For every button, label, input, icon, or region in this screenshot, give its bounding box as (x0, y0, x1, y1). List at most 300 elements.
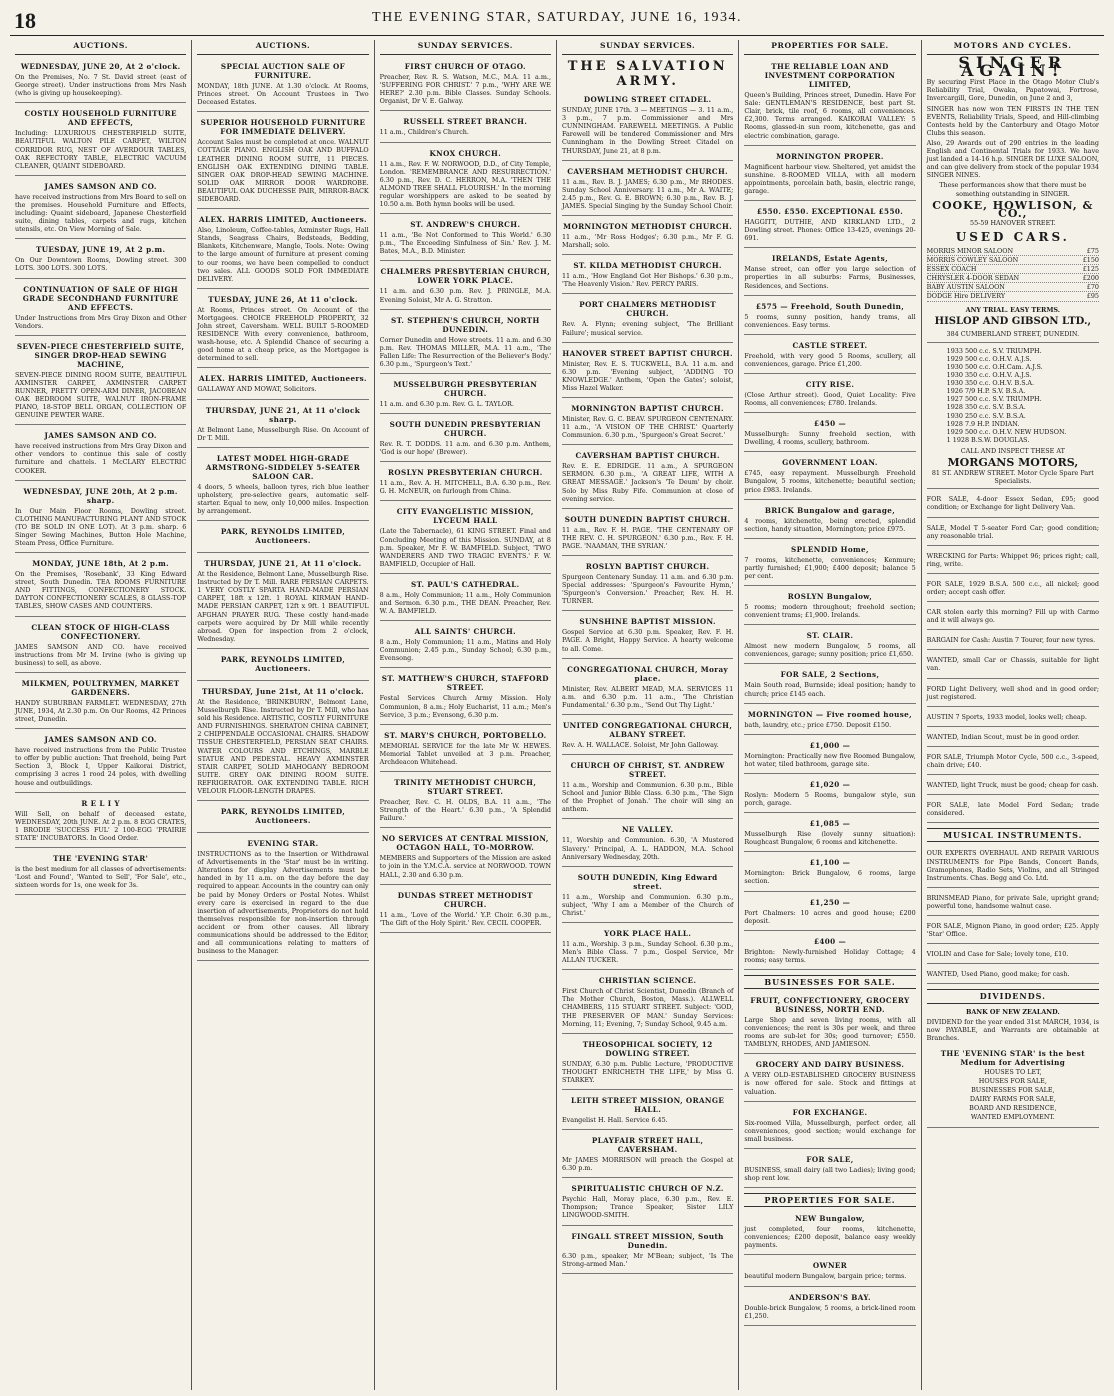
classified-ad (562, 219, 733, 255)
ad-body: Magnificent harbour view. Sheltered, yet amidst the sunshine. 8-ROOMED VILLA, with all modern appointments, porcelain bath, basin, electric range, garage. (744, 162, 916, 195)
classified-ad (562, 297, 733, 342)
classified-ad (562, 1229, 733, 1274)
page-number: 18 (14, 8, 36, 33)
car-price: £150 (1082, 256, 1099, 265)
motor-ad: WANTED, light Truck, must be good; cheap for cash. (927, 778, 1099, 795)
ad-body: 6.30 p.m., speaker, Mr M'Bean; subject, 'Is The Strong-armed Man.' (561, 1251, 734, 1268)
classified-ad (197, 292, 368, 369)
car-price: £125 (1082, 265, 1099, 274)
ad-heading: BRICK Bungalow and garage, (764, 505, 896, 515)
classified-ad (744, 251, 915, 295)
classified-ad (562, 1133, 733, 1178)
ad-body: On the Premises, No. 7 St. David street (east of George street). Under instructions from Mrs Nash (who is giving up housekeeping). (15, 73, 187, 98)
ad-body: Six-roomed Villa, Musselburgh, perfect order, all conveniences, good section; would exchange for small business. (744, 1118, 916, 1143)
classified-ad (15, 851, 186, 895)
classified-ad (562, 448, 733, 508)
dealer-name: COOKE, HOWLISON, & CO., (932, 198, 1094, 220)
ad-body: Account Sales must be completed at once. WALNUT COTTAGE PIANO. ENGLISH OAK AND BUFFALO LEATHER DINING ROOM SUITE, 11 PIECES. ENGLISH OAK EXTENDING DINING TABLE. SINGER OAK DROP-HEAD SEWING MACHINE. SOLID OAK MIRROR DOOR WARDROBE. BEAUTIFUL OAK DUCHESSE PAIR, MIRROR-BACK SIDEBOARD. (197, 138, 369, 204)
ad-heading: ST. MATTHEW'S CHURCH, STAFFORD STREET. (381, 674, 549, 693)
ad-heading: CASTLE STREET. (792, 340, 868, 350)
ad-body: At the Residence, Belmont Lane, Musselburgh Rise. Instructed by Dr T. Mill. RARE PERSIAN CARPETS. 1 VERY COSTLY SPARTA HAND-MADE PERSIAN CARPET, 18ft x 12ft. 1 ROYAL KIRMAN HAND-MADE PERSIAN CARPET, 12ft x 9ft. 1 BEAUTIFUL AFGHAN PRAYER RUG. These costly hand-made carpets were acquired by Dr Mill while recently abroad. Open for inspection from 2 o'clock, Wednesday. (197, 570, 369, 643)
classified-ad (562, 822, 733, 866)
ad-heading: £1,100 — (809, 858, 851, 868)
classified-ad (15, 556, 186, 616)
motor-ad: FOR SALE, Triumph Motor Cycle, 500 c.c., 3-speed, chain drive; £40. (927, 750, 1099, 775)
ad-heading: MORNINGTON METHODIST CHURCH. (563, 222, 733, 232)
ad-heading: WEDNESDAY, JUNE 20, At 2 o'clock. (20, 62, 181, 72)
ad-heading: ST. ANDREW'S CHURCH. (410, 220, 521, 230)
ad-body: 11 a.m., Worship and Communion. 6.30 p.m., subject, 'Why I am a Member of the Church of Christ.' (561, 892, 734, 917)
ad-heading: CONGREGATIONAL CHURCH, Moray place. (567, 664, 729, 683)
ad-heading: SOUTH DUNEDIN PRESBYTERIAN CHURCH. (389, 420, 542, 439)
ad-body: 11 a.m., Rev. B. J. JAMES; 6.30 p.m., Mr RHODES. Sunday School Anniversary. 11 a.m., Mr A. WAITE; 2.45 p.m., Rev. G. E. BROWN; 6.30 p.m., Rev. B. J. JAMES. Special Singing by the Sunday School Choir. (561, 177, 734, 210)
classified-ad (15, 106, 186, 175)
ad-heading: TRINITY METHODIST CHURCH, STUART STREET. (394, 778, 537, 797)
music-ad: VIOLIN and Case for Sale; lovely tone, £10. (927, 947, 1099, 964)
classified-ad (562, 164, 733, 216)
star-ad-item: DAIRY FARMS FOR SALE, (969, 1095, 1056, 1104)
ad-heading: CONTINUATION OF SALE OF HIGH GRADE SECONDHAND FURNITURE AND EFFECTS. (22, 284, 179, 312)
singer-also: Also, 29 Awards out of 290 entries in the leading English and Continental Trials for 1933. We have just landed a 14-16 h.p. SINGER DE LUXE SALOON, and can give delivery from stock of the popular 1934 SINGER NINES. (926, 138, 1099, 180)
ad-heading: THURSDAY, June 21st, At 11 o'clock. (201, 686, 365, 696)
classified-ad (562, 926, 733, 970)
motor-ad: WRECKING for Parts: Whippet 96; prices right; call, ring, write. (927, 549, 1099, 574)
ad-body: have received instructions from Mrs Gray Dixon and other vendors to continue this sale of costly furniture and chattels. 1 McCLARY ELECTRIC COOKER. (15, 442, 187, 475)
ad-heading: TUESDAY, JUNE 19, At 2 p.m. (35, 245, 166, 255)
car-price: £75 (1086, 246, 1099, 255)
ad-body: (Close Arthur street). Good, Quiet Locality: Five Rooms, all conveniences; £780. Irelands. (744, 390, 916, 408)
classified-ad (744, 628, 915, 664)
classified-ad (562, 662, 733, 715)
ad-body: Almost new modern Bungalow, 5 rooms, all conveniences, garage; sunny position; price £1,650. (744, 642, 916, 659)
classified-ad (380, 313, 551, 374)
star-ad-list (927, 1068, 1099, 1122)
ad-heading: JAMES SAMSON AND CO. (44, 735, 157, 745)
masthead (10, 6, 1104, 36)
ad-body: Minister, Rev. ALBERT MEAD, M.A. SERVICES 11 a.m. and 6.30 p.m. 11 a.m., 'The Christian Fundamental.' 6.30 p.m., 'Send Out Thy Light.' (561, 684, 734, 709)
ad-body: Musselburgh Rise (lovely sunny situation): Roughcast Bungalow, 6 rooms and kitchenette. (744, 830, 916, 847)
ad-heading: LEITH STREET MISSION, ORANGE HALL. (570, 1096, 725, 1114)
ad-body: Spurgeon Centenary Sunday. 11 a.m. and 6.30 p.m. Special addresses: 'Spurgeon's Favourite Hymn,' 'Spurgeon's Conversion.' Preacher, Rev. H. H. TURNER. (561, 573, 734, 606)
classified-ad (380, 114, 551, 142)
classified-ad (15, 339, 186, 426)
classified-ad (744, 738, 915, 774)
ad-body: In Our Main Floor Rooms, Dowling street. CLOTHING MANUFACTURING PLANT AND STOCK (TO BE SOLD IN ONE LOT). At 3 p.m. sharp. 6 Singer Sewing Machines, Button Hole Machine, Steam Press, Office Furniture. (15, 506, 187, 547)
ad-heading: THE 'EVENING STAR' (53, 853, 149, 863)
star-ad-title: THE 'EVENING STAR' is the best Medium for Advertising (940, 1048, 1085, 1067)
column-sunday-services-2 (557, 40, 739, 1390)
ad-heading: JAMES SAMSON AND CO. (44, 431, 157, 441)
ad-heading: £450 — (813, 419, 847, 429)
ad-body: BUSINESS, small dairy (all two Ladies); living good; shop rent low. (744, 1165, 916, 1182)
classified-ad (197, 451, 368, 521)
ad-body: 8 a.m., Holy Communion; 11 a.m., Holy Communion and Sermon. 6.30 p.m., THE DEAN. Preacher, Rev. W. A. BAMFIELD. (379, 590, 551, 616)
ad-body: 4 rooms, kitchenette, being erected, splendid section, handy situation, Mornington; price £975. (744, 516, 916, 533)
classified-ad (562, 92, 733, 161)
classified-ad (744, 1105, 915, 1149)
classified-ad (562, 258, 733, 294)
ad-heading: CLEAN STOCK OF HIGH-CLASS CONFECTIONERY. (31, 622, 170, 641)
ad-heading: R E L I Y (81, 798, 120, 808)
ad-body: is the best medium for all classes of advertisements: 'Lost and Found', 'Wanted to Sell', 'For Sale', etc., sixteen words for 1s, one week for 3s. (15, 864, 187, 890)
column-heading: SUNDAY SERVICES. (562, 40, 733, 55)
classified-ad (744, 1290, 915, 1326)
classified-ad (380, 624, 551, 668)
motor-ad: AUSTIN 7 Sports, 1933 model, looks well; cheap. (927, 710, 1099, 727)
ad-body: MEMBERS and Supporters of the Mission are asked to join in the Y.M.C.A. service at NORWOOD. TOWN HALL, 2.30 and 6.30 p.m. (379, 854, 551, 879)
ad-body: 11 a.m., 'How England Got Her Bishops.' 6.30 p.m., 'The Heavenly Vision.' Rev. PERCY PARIS. (561, 272, 734, 289)
classified-ad (562, 718, 733, 755)
section-heading: BUSINESSES FOR SALE. (744, 975, 915, 989)
column-heading: AUCTIONS. (197, 40, 368, 55)
classified-ad (197, 684, 368, 801)
ad-body: 8 a.m., Holy Communion; 11 a.m., Matins and Holy Communion; 2.45 p.m., Sunday School; 6.30 p.m., Evensong. (379, 638, 551, 663)
column-properties (739, 40, 921, 1390)
call-inspect: CALL AND INSPECT THESE AT (960, 446, 1065, 455)
car-name: DODGE Hire DELIVERY (926, 292, 1006, 301)
classified-ad (562, 614, 733, 658)
car-price: £70 (1086, 283, 1099, 292)
classified-ad (15, 676, 186, 729)
salvation-army-title: THE SALVATION ARMY. (567, 59, 728, 90)
ad-heading: DUNDAS STREET METHODIST CHURCH. (397, 890, 533, 909)
used-cars-title: USED CARS. (955, 229, 1070, 244)
motorcycle-item: 1927 500 c.c. S.V. TRIUMPH. (946, 395, 1042, 404)
classified-ad (380, 775, 551, 828)
newspaper-columns (10, 40, 1104, 1390)
car-name: MORRIS MINOR SALOON (926, 246, 1014, 255)
motorcycle-item: 1928 7.9 H.P. INDIAN. (946, 419, 1020, 428)
ad-body: SUNDAY, 6.30 p.m. Public Lecture, 'PRODUCTIVE THOUGHT ENRICHETH THE LIFE,' by Miss G. STARKEY. (561, 1059, 734, 1084)
ad-heading: £1,020 — (809, 779, 851, 789)
ad-heading: ALL SAINTS' CHURCH. (414, 627, 517, 637)
column-heading: PROPERTIES FOR SALE. (744, 40, 915, 55)
column-auctions-1 (10, 40, 192, 1390)
ad-heading: ST. PAUL'S CATHEDRAL. (411, 579, 520, 589)
ad-body: At the Residence, 'BRINKBURN', Belmont Lane, Musselburgh Rise. Instructed by Dr T. Mill, who has sold his Residence. ARTISTIC, COSTLY FURNITURE AND FURNISHINGS. SHERATON CHINA CABINET, 2 CHIPPENDALE OCCASIONAL CHAIRS. SHADOW TISSUE CHESTERFIELD, PERSIAN SEAT CHAIRS. WATER COLOURS AND ETCHINGS, MARBLE STATUE AND PEDESTAL. HEAVY AXMINSTER STAIR CARPET, SOLID MAHOGANY BEDROOM SUITE. GREY OAK DINING ROOM SUITE. REFRIGERATOR. OAK EXTENDING TABLE. RICH VELOUR FLOOR-LENGTH DRAPES. (197, 697, 369, 795)
column-heading: MOTORS AND CYCLES. (927, 40, 1099, 55)
motor-ad: CAR stolen early this morning? Fill up with Carmo and it will always go. (927, 605, 1099, 630)
ad-heading: RUSSELL STREET BRANCH. (403, 117, 528, 127)
ad-body: Rev. A. H. WALLACE. Soloist, Mr John Galloway. (561, 740, 719, 749)
classified-ad (380, 728, 551, 772)
singer-intro: By securing First Place in the Otago Motor Club's Reliability Trial, Owaka, Papatowai, Fortrose, Invercargill, Gore, Dunedin, on June 2 and 3, (926, 78, 1099, 103)
ad-body: just completed, four rooms, kitchenette, conveniences; £200 deposit, balance easy weekly payments. (744, 1225, 916, 1250)
music-ad: OUR EXPERTS OVERHAUL AND REPAIR VARIOUS INSTRUMENTS for Pipe Bands, Concert Bands, Gramophones, Radio Sets, Violins, and all Stringed Instruments. Chas. Begg and Co. Ltd. (927, 846, 1099, 887)
ad-heading: THEOSOPHICAL SOCIETY, 12 DOWLING STREET. (582, 1039, 713, 1058)
classified-ad (562, 401, 733, 445)
singer-headline: SINGER AGAIN! (958, 53, 1068, 81)
ad-heading: THURSDAY, JUNE 21, At 11 o'clock. (204, 559, 362, 569)
classified-ad (197, 212, 368, 289)
music-ad: WANTED, Used Piano, good make; for cash. (927, 967, 1099, 984)
ad-heading: CHURCH OF CHRIST, ST. ANDREW STREET. (570, 761, 725, 780)
ad-body: Double-brick Bungalow, 5 rooms, a brick-lined room £1,250. (744, 1303, 916, 1320)
ad-body: have received instructions from the Public Trustee to offer by public auction: That freehold, being Part Section 3, Block I, Upper Kaikorai District, comprising 3 acres 1 rood 24 poles, with dwelling house and outbuildings. (15, 746, 187, 787)
hislop-address: 384 CUMBERLAND STREET, DUNEDIN. (927, 330, 1099, 343)
classified-ad (197, 403, 368, 448)
ad-heading: FOR SALE, (806, 1154, 854, 1164)
ad-heading: MONDAY, JUNE 18th, At 2 p.m. (32, 559, 170, 569)
classified-ad (380, 465, 551, 501)
ad-body: 11 a.m., Children's Church. (379, 128, 469, 137)
ad-heading: PARK, REYNOLDS LIMITED, Auctioneers. (220, 527, 346, 546)
ad-body: INSTRUCTIONS as to the Insertion or Withdrawal of Advertisements in the 'Star' must be in writing. Alterations for display Advertisements must be handed in by 11 a.m. on the day before the day required to appear. Accounts in the country can only be paid by Money Orders or Postal Notes. Whilst every care is exercised in regard to the due insertion of advertisements, Proprietors do not hold themselves responsible for non-insertion through accident or from other causes. All library communications should be addressed to the Editor, and all communications relating to matters of business to the Manager. (197, 850, 369, 956)
ad-heading: OWNER (812, 1261, 848, 1271)
ad-body: 11 a.m., Rev. F. H. PAGE. 'THE CENTENARY OF THE REV. C. H. SPURGEON.' 6.30 p.m., Rev. F. H. PAGE. 'NAAMAN, THE SYRIAN.' (561, 525, 734, 550)
ad-body: Gospel Service at 6.30 p.m. Speaker, Rev. F. H. PAGE. A Bright, Happy Service. A hearty welcome to all. Come. (561, 628, 734, 653)
ad-body: 11 a.m. and 6.30 p.m. Rev. J. PRINGLE, M.A. Evening Soloist, Mr A. G. Stratton. (379, 287, 551, 304)
ad-heading: £1,000 — (809, 740, 851, 750)
classified-ad (15, 282, 186, 336)
ad-body: 11 a.m. and 6.30 p.m. Rev. G. L. TAYLOR. (379, 399, 514, 408)
ad-heading: SOUTH DUNEDIN BAPTIST CHURCH. (564, 514, 731, 524)
classified-ad (380, 146, 551, 215)
ad-heading: MUSSELBURGH PRESBYTERIAN CHURCH. (393, 379, 538, 398)
ad-heading: CITY RISE. (805, 379, 855, 389)
car-name: CHRYSLER 4-DOOR SEDAN (926, 274, 1020, 283)
motorcycle-item: 1928 350 c.c. S.V. B.S.A. (946, 403, 1026, 412)
ad-body: 5 rooms; modern throughout; freehold section; convenient trams; £1,900. Irelands. (744, 603, 916, 620)
ad-heading: YORK PLACE HALL. (604, 928, 692, 938)
ad-body: 11 a.m., Rev. F. W. NORWOOD, D.D., of City Temple, London. 'REMEMBRANCE AND RESURRECTION.' 6.30 p.m., Rev. D. C. HERRON, M.A. 'THEN THE ALMOND TREE SHALL FLOURISH.' In the morning regular worshippers are asked to be seated by 10.50 a.m. Both hymn books will be used. (379, 159, 551, 209)
ad-heading: ALEX. HARRIS LIMITED, Auctioneers. (199, 374, 367, 384)
ad-body: (Late the Tabernacle), 61 KING STREET. Final and Concluding Meeting of this Mission. SUNDAY, at 8 p.m. Speaker, Mr F. W. BAMFIELD. Subject, 'TWO WANDERERS AND TWO TRAGIC EVENTS.' F. W. BAMFIELD, Occupier of Hall. (379, 527, 551, 568)
classified-ad (744, 338, 915, 374)
car-name: ESSEX COACH (926, 265, 977, 274)
ad-body: Brighton: Newly-furnished Holiday Cottage; 4 rooms; easy terms. (744, 947, 916, 964)
ad-heading: PARK, REYNOLDS LIMITED, Auctioneers. (220, 654, 346, 673)
section-heading: PROPERTIES FOR SALE. (744, 1193, 915, 1207)
singer-close: These performances show that there must be something outstanding in SINGER. (939, 181, 1087, 198)
classified-ad (197, 652, 368, 681)
ad-body: MONDAY, 18th JUNE. At 1.30 o'clock. At Rooms, Princes street. On Account Trustees in Two Deceased Estates. (197, 82, 369, 107)
ad-heading: SUNSHINE BAPTIST MISSION. (579, 617, 716, 627)
classified-ad (380, 671, 551, 724)
ad-body: GALLAWAY AND MOWAT, Solicitors. (197, 385, 317, 394)
ad-heading: ST. STEPHEN'S CHURCH, NORTH DUNEDIN. (390, 315, 540, 334)
used-car-row (927, 265, 1099, 274)
ad-body: beautiful modern Bungalow, bargain price; terms. (744, 1272, 907, 1281)
ad-body: Minister, Rev. E. S. TUCKWELL, B.A. 11 a.m. and 6.30 p.m. 'Evening subject, 'ADDING TO KNOWLEDGE.' Anthem, 'Open the Gates'; soloist, Miss Hazel Walker. (561, 359, 734, 392)
motor-ad: FOR SALE, 1929 B.S.A. 500 c.c., all nickel; good order; accept cash offer. (927, 577, 1099, 602)
ad-heading: KNOX CHURCH. (429, 148, 502, 158)
ad-body: Manse street, can offer you large selection of properties in all suburbs: Farms, Businesses, Residences, and Sections. (744, 265, 916, 290)
ad-body: First Church of Christ Scientist, Dunedin (Branch of The Mother Church, Boston, Mass.). ALLWELL CHAMBERS, 115 STUART STREET. Subject: 'GOD, THE PRESERVER OF MAN.' Sunday Services: Morning, 11; Evening, 7; Sunday School, 9.45 a.m. (561, 987, 734, 1028)
classified-ad (380, 264, 551, 309)
ad-heading: CAVERSHAM METHODIST CHURCH. (567, 166, 729, 176)
ad-heading: £400 — (813, 936, 847, 946)
ad-body: Musselburgh: Sunny freehold section, with Dwelling, 4 rooms, scullery, bathroom. (744, 430, 916, 447)
ad-heading: FRUIT, CONFECTIONERY, GROCERY BUSINESS, NORTH END. (750, 995, 910, 1014)
music-ad: BRINSMEAD Piano, for private Sale, upright grand; powerful tone, handsome walnut case. (927, 891, 1099, 916)
ad-body: HANDY SUBURBAN FARMLET. WEDNESDAY, 27th JUNE, 1934, At 2.30 p.m. On Our Rooms, 42 Princes street, Dunedin. (15, 698, 187, 724)
newspaper-title: THE EVENING STAR, SATURDAY, JUNE 16, 1934. (372, 10, 742, 25)
ad-body: Queen's Building, Princes street, Dunedin. Have For Sale: GENTLEMAN'S RESIDENCE, best part St. Clair, brick, tile roof, 6 rooms, all conveniences. £2,300. Terms arranged. KAIKORAI VALLEY: 5 Rooms, glassed-in sun room, kitchenette, gas and electric combination, garage. (744, 91, 916, 140)
classified-ad (197, 804, 368, 833)
column-sunday-services-1 (375, 40, 557, 1390)
ad-body: 7 rooms, kitchenette, conveniences; Kenmure; partly furnished; £1,900; £400 deposit; balance 5 per cent. (744, 555, 916, 580)
used-car-row (927, 283, 1099, 292)
ad-heading: ST. MARY'S CHURCH, PORTOBELLO. (384, 730, 547, 740)
star-ad-item: HOUSES TO LET, (984, 1067, 1042, 1076)
classified-ad (197, 556, 368, 649)
ad-heading: PORT CHALMERS METHODIST CHURCH. (579, 300, 717, 319)
car-name: MORRIS COWLEY SALOON (926, 256, 1019, 265)
classified-ad (380, 377, 551, 414)
ad-heading: SPIRITUALISTIC CHURCH OF N.Z. (571, 1184, 724, 1194)
ad-heading: LATEST MODEL HIGH-GRADE ARMSTRONG-SIDDELEY 5-SEATER SALOON CAR. (205, 453, 361, 481)
classified-ad (562, 1093, 733, 1130)
ad-heading: TUESDAY, JUNE 26, At 11 o'clock. (208, 294, 358, 304)
ad-body: have received instructions from Mrs Board to sell on the premises. Household Furniture and Effects, including: Quaint sideboard, Japanese Chesterfield suite, dining tables, carpets and rugs, kitchen utensils, etc. On View Morning of Sale. (15, 192, 187, 234)
classified-ad (744, 455, 915, 499)
classified-ad (744, 1211, 915, 1255)
ad-heading: ST. KILDA METHODIST CHURCH. (573, 261, 722, 271)
classified-ad (562, 1181, 733, 1225)
bank-text: DIVIDEND for the year ended 31st MARCH, 1934, is now PAYABLE, and Warrants are obtainable at Branches. (926, 1017, 1099, 1042)
classified-ad (197, 836, 368, 961)
classified-ad (744, 1057, 915, 1101)
ad-body: JAMES SAMSON AND CO. have received instructions from Mr M. Irvine (who is giving up business) to sell, as above. (15, 642, 187, 667)
classified-ad (744, 777, 915, 813)
music-heading: MUSICAL INSTRUMENTS. (927, 828, 1099, 842)
motorcycle-item: 1929 500 c.c. O.H.V. NEW HUDSON. (946, 427, 1067, 436)
morgans-address: 81 ST. ANDREW STREET. Motor Cycle Spare Part Specialists. (927, 469, 1099, 489)
classified-ad (744, 377, 915, 413)
ad-body: Corner Dunedin and Howe streets. 11 a.m. and 6.30 p.m. Rev. THOMAS MILLER, M.A. 11 a.m., 'The Fallen Life: The Resurrection of the Believer's Body.' 6.30 p.m., 'Spurgeon's Text.' (379, 335, 551, 368)
ad-heading: SOUTH DUNEDIN, King Edward street. (577, 872, 718, 891)
used-cars-list (927, 247, 1099, 302)
ad-heading: ROSLYN Bungalow, (787, 592, 873, 602)
motorcycle-list (927, 347, 1099, 444)
motor-ad: WANTED, small Car or Chassis, suitable for light van. (927, 653, 1099, 678)
ad-heading: PLAYFAIR STREET HALL, CAVERSHAM. (591, 1136, 704, 1155)
ad-heading: MORNINGTON PROPER. (776, 151, 884, 161)
motorcycle-item: 1930 500 c.c. O.H.Cam. A.J.S. (946, 363, 1043, 371)
motor-ad: FOR SALE, late Model Ford Sedan; trade considered. (927, 798, 1099, 823)
motorcycle-item: 1929 500 c.c. O.H.V. A.J.S. (946, 354, 1032, 363)
ad-heading: SUPERIOR HOUSEHOLD FURNITURE FOR IMMEDIATE DELIVERY. (200, 118, 366, 137)
classified-ad (744, 993, 915, 1054)
motorcycle-item: 1930 350 c.c. O.H.V. B.S.A. (946, 379, 1035, 388)
classified-ad (744, 1258, 915, 1286)
classified-ad (562, 870, 733, 923)
column-heading: AUCTIONS. (15, 40, 186, 55)
ad-heading: SPLENDID Home, (791, 544, 869, 554)
ad-heading: COSTLY HOUSEHOLD FURNITURE AND EFFECTS, (24, 109, 177, 128)
star-ad-item: HOUSES FOR SALE, (978, 1076, 1047, 1085)
classified-ad (380, 504, 551, 573)
classified-ad (380, 417, 551, 462)
ad-body: 11 a.m., 'Be Not Conformed to This World.' 6.30 p.m., 'The Exceeding Sinfulness of Sin.' Rev. J. M. Bates, M.A., B.D. Minister. (379, 231, 551, 256)
ad-body: Evangelist H. Hall. Service 6.45. (561, 1116, 668, 1124)
ad-body: 11 a.m., Worship. 3 p.m., Sunday School. 6.30 p.m., Men's Bible Class. 7 p.m., Gospel Service, Mr ALLAN TUCKER. (561, 939, 734, 965)
ad-heading: FIRST CHURCH OF OTAGO. (404, 62, 526, 72)
ad-heading: ST. CLAIR. (806, 631, 854, 641)
ad-heading: CHALMERS PRESBYTERIAN CHURCH, LOWER YORK PLACE. (380, 267, 551, 286)
classified-ad (744, 149, 915, 201)
ad-body: Large Shop and seven living rooms, with all conveniences; the rent is 30s per week, and three rooms are sub-let for 30s; good turnover; £550. TAMBLYN, RHODES, AND JAMIESON. (744, 1015, 916, 1049)
ad-heading: ANDERSON'S BAY. (789, 1292, 871, 1302)
ad-body: On the Premises, 'Rosebank', 33 King Edward street, South Dunedin. TEA ROOMS FURNITURE AND FITTINGS, CONFECTIONERY STOCK. DAYTON CONFECTIONERY SCALES, 8 GLASS-TOP TABLES, SHOW CASES AND COUNTERS. (15, 570, 187, 611)
ad-body: Mornington: Practically new five Roomed Bungalow, hot water, tiled bathroom, garage site. (744, 751, 916, 768)
classified-ad (744, 542, 915, 586)
classified-ad (15, 179, 186, 239)
classified-ad (562, 512, 733, 556)
classified-ad (744, 589, 915, 625)
ad-body: 11 a.m., 'Mr Ross Hodges'; 6.30 p.m., Mr F. G. Marshall; solo. (561, 233, 734, 250)
ad-heading: ALEX. HARRIS LIMITED, Auctioneers. (199, 215, 367, 225)
classified-ad (380, 217, 551, 261)
ad-body: Preacher, Rev. R. S. Watson, M.C., M.A. 11 a.m., 'SUFFERING FOR CHRIST.' 7 p.m., 'WHY ARE WE HERE?' 2.30 p.m. Bible Classes. Sunday Schools. Organist, Dr V. E. Galway. (379, 73, 551, 106)
column-heading: SUNDAY SERVICES. (380, 40, 551, 55)
ad-heading: CAVERSHAM BAPTIST CHURCH. (575, 451, 720, 461)
used-car-row (927, 292, 1099, 301)
ad-heading: SEVEN-PIECE CHESTERFIELD SUITE, SINGER DROP-HEAD SEWING MACHINE, (16, 341, 185, 369)
motor-ad: BARGAIN for Cash: Austin 7 Tourer, four new tyres. (927, 633, 1099, 650)
classified-ad (15, 620, 186, 673)
ad-heading: FOR EXCHANGE. (792, 1107, 868, 1117)
classified-ad (562, 346, 733, 398)
classified-ad (744, 416, 915, 452)
classified-ad (744, 299, 915, 335)
classified-ad (744, 1152, 915, 1188)
classified-ad (15, 796, 186, 848)
classified-ad (744, 59, 915, 146)
classified-ad (744, 204, 915, 248)
ad-heading: £1,085 — (809, 819, 851, 829)
ad-body: SEVEN-PIECE DINING ROOM SUITE, BEAUTIFUL AXMINSTER CARPET, AXMINSTER CARPET RUNNER, PRETTY OPEN-ARM DINER, JACOBEAN OAK BEDROOM SUITE, WALNUT IRON-FRAME PIANO, 18-STOP BELL ORGAN, COLLECTION OF GENUINE PEWTER WARE. (15, 370, 187, 420)
ad-body: 11 a.m., Worship and Communion. 6.30 p.m., Bible School and Junior Bible Class. 6.30 p.m., 'The Sign of the Prophet of Jonah.' The choir will sing an anthem. (561, 781, 734, 814)
motorcycle-item: 1 1928 B.S.W. DOUGLAS. (946, 435, 1030, 444)
ad-heading: NO SERVICES AT CENTRAL MISSION, OCTAGON HALL, TO-MORROW. (381, 834, 549, 853)
classified-ad (744, 855, 915, 891)
any-trial-text: ANY TRIAL. EASY TERMS. (965, 305, 1061, 314)
classified-ad (380, 59, 551, 111)
ad-body: 5 rooms, sunny position, handy trams, all conveniences. Easy terms. (744, 312, 916, 329)
ad-heading: UNITED CONGREGATIONAL CHURCH, ALBANY STREET. (563, 720, 733, 739)
ad-body: Rev. E. E. EDRIDGE. 11 a.m., A SPURGEON SERMON. 6.30 p.m., 'A GREAT LIFE, WITH A GREAT MESSAGE.' Jackson's 'Te Deum' by choir. Solo by Miss Ruby Fife. Communion at close of evening service. (561, 462, 734, 503)
ad-body: Roslyn: Modern 5 Rooms, bungalow style, sun porch, garage. (744, 790, 916, 808)
ad-heading: ROSLYN PRESBYTERIAN CHURCH. (387, 468, 543, 478)
used-car-row (927, 274, 1099, 283)
motor-ad: FORD Light Delivery, well shod and in good order; just registered. (927, 682, 1099, 707)
ad-body: At Rooms, Princes street. On Account of the Mortgagees. CHOICE FREEHOLD PROPERTY, 32 John street, Caversham. WELL BUILT 5-ROOMED RESIDENCE With every convenience, bathroom, wash-house, etc. A Splendid Chance of securing a good home at a cheap price, as the Mortgagee is determined to sell. (197, 305, 369, 363)
ad-heading: MORNINGTON — Five roomed house, (747, 709, 913, 719)
ad-heading: NEW Bungalow, (795, 1214, 865, 1224)
ad-body: Freehold, with very good 5 Rooms, scullery, all conveniences, garage. Price £1,200. (744, 351, 916, 368)
ad-body: Minister, Rev. G. C. BEAV. SPURGEON CENTENARY. 11 a.m., 'A VISION OF THE CHRIST.' Quarterly Communion. 6.30 p.m., 'Spurgeon's Great Secret.' (561, 414, 734, 440)
ad-body: SUNDAY, JUNE 17th. 3 — MEETINGS — 3. 11 a.m., 3 p.m., 7 p.m. Commissioner and Mrs CUNNINGHAM. FAREWELL MEETINGS. A Public Farewell will be tendered Commissioner and Mrs Cunningham in the Dowling Street Citadel on THURSDAY, June 21, at 8 p.m. (561, 106, 734, 155)
motorcycle-item: 1926 7/9 H.P. S.V. B.S.A. (946, 387, 1026, 396)
ad-heading: FINGALL STREET MISSION, South Dunedin. (571, 1231, 724, 1250)
classified-ad (744, 707, 915, 735)
classified-ad (15, 484, 186, 553)
car-price: £95 (1086, 292, 1099, 301)
classified-ad (197, 115, 368, 209)
ad-heading: IRELANDS, Estate Agents, (772, 254, 888, 264)
morgans-name: MORGANS MOTORS, (947, 456, 1079, 470)
classified-ad (562, 758, 733, 819)
ad-body: A VERY OLD-ESTABLISHED GROCERY BUSINESS is now offered for sale. Stock and fittings at valuation. (744, 1071, 916, 1096)
ad-body: Under Instructions from Mrs Gray Dixon and Other Vendors. (15, 313, 187, 330)
ad-heading: GROCERY AND DAIRY BUSINESS. (755, 1060, 905, 1070)
motor-ad: FOR SALE, 4-door Essex Sedan, £95; good condition; or Exchange for light Delivery Van. (927, 492, 1099, 517)
ad-body: Also, Linoleum, Coffee-tables, Axminster Rugs, Hall Stands, Seagrass Chairs, Bedsteads, Bedding, Blankets, Kitchenware, Mangle, Tools. Note: Owing to the large amount of furniture at present coming to our rooms, we have been compelled to conduct two sales. ALL GOODS SOLD FOR IMMEDIATE DELIVERY. (197, 226, 369, 283)
star-ad-item: WANTED EMPLOYMENT. (970, 1113, 1055, 1122)
ad-heading: CHRISTIAN SCIENCE. (598, 976, 697, 986)
